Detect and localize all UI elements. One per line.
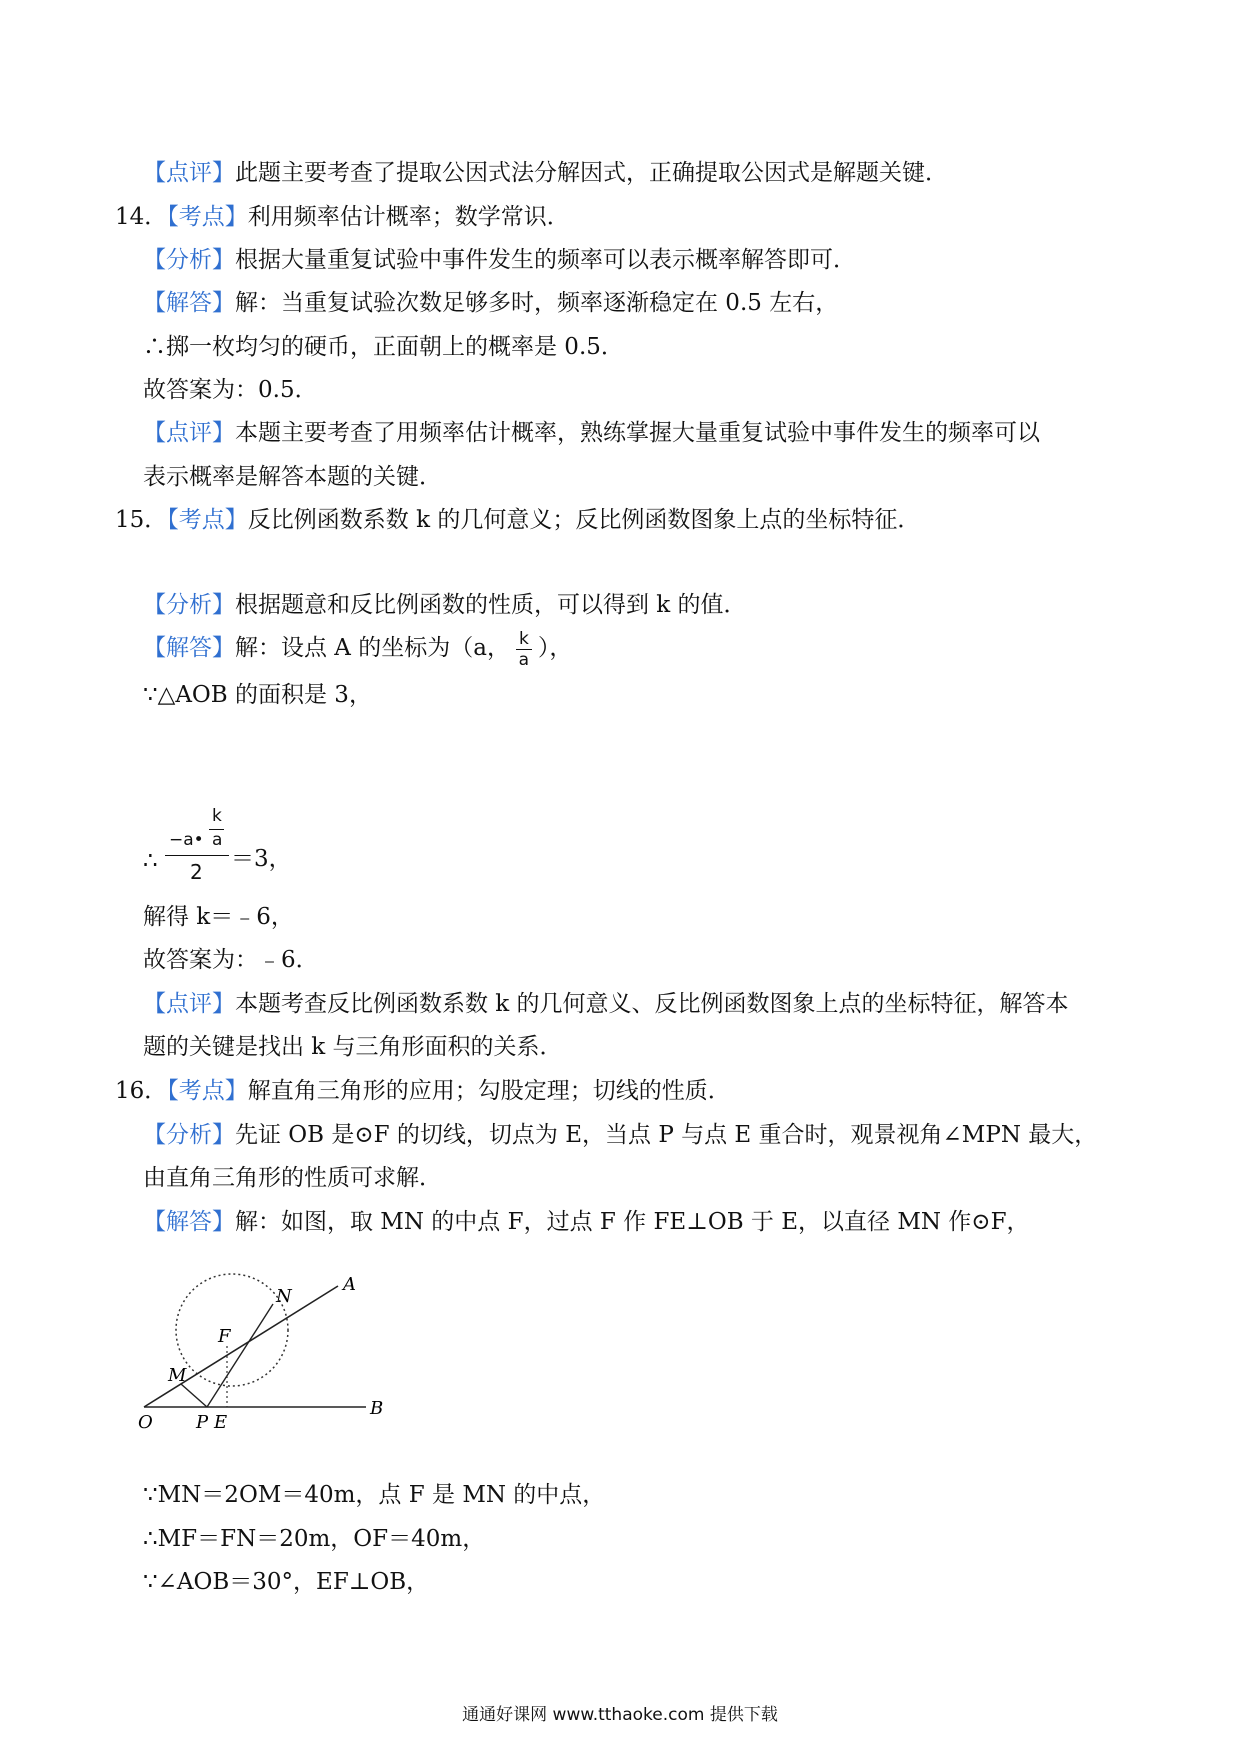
fraction-numerator: k (516, 629, 532, 650)
label-f: F (218, 1326, 231, 1347)
analysis-line-15 (143, 590, 1240, 620)
equals-three: ＝3， (231, 846, 292, 872)
analysis-tag: 【分析】 (143, 592, 235, 618)
kaodian-line-14 (115, 202, 1240, 232)
answer-line-16b (143, 1480, 1240, 1510)
answer-text: 故答案为：﹣6． (143, 947, 319, 973)
comment-text: 本题考查反比例函数系数 k 的几何意义、反比例函数图象上点的坐标特征，解答本 (235, 991, 1069, 1017)
question-number: 16． (115, 1078, 168, 1104)
main-denominator: 2 (190, 860, 203, 884)
answer-text: ∵MN＝2OM＝40m，点 F 是 MN 的中点， (143, 1482, 606, 1508)
segment-mp (181, 1384, 207, 1407)
segment-pn (207, 1304, 273, 1407)
area-equation (143, 806, 443, 890)
answer-tag: 【解答】 (143, 635, 235, 661)
comment-text: 表示概率是解答本题的关键． (143, 464, 442, 490)
answer-line-15 (143, 626, 1240, 670)
answer-text: 解得 k＝﹣6， (143, 904, 294, 930)
comment-text: 此题主要考查了提取公因式法分解因式，正确提取公因式是解题关键． (235, 160, 948, 186)
analysis-text: 先证 OB 是⊙F 的切线，切点为 E，当点 P 与点 E 重合时，观景视角∠MPN 最大， (235, 1122, 1098, 1148)
question-number: 14． (115, 204, 168, 230)
kaodian-text: 解直角三角形的应用；勾股定理；切线的性质． (247, 1078, 731, 1104)
answer-line-16 (143, 1207, 1240, 1237)
answer-tag: 【解答】 (143, 1209, 235, 1235)
analysis-tag: 【分析】 (143, 1122, 235, 1148)
label-n: N (276, 1286, 292, 1307)
answer-text: ∵∠AOB＝30°，EF⊥OB， (143, 1569, 430, 1595)
answer-line-14c (143, 375, 1240, 405)
label-p: P (196, 1412, 209, 1433)
therefore-symbol: ∴ (143, 848, 158, 874)
kaodian-text: 反比例函数系数 k 的几何意义；反比例函数图象上点的坐标特征． (247, 507, 921, 533)
comment-line-14b (143, 462, 1240, 492)
answer-line-14b (143, 332, 1240, 362)
answer-text: 解：如图，取 MN 的中点 F，过点 F 作 FE⊥OB 于 E，以直径 MN 作⊙F， (235, 1209, 1030, 1235)
comment-line-15b (143, 1032, 1240, 1062)
answer-text: 解：设点 A 的坐标为（a， (235, 635, 510, 661)
answer-text: 解：当重复试验次数足够多时，频率逐渐稳定在 0.5 左右， (235, 290, 839, 316)
answer-text: ∴MF＝FN＝20m，OF＝40m， (143, 1526, 486, 1552)
answer-text-tail: ）， (537, 635, 573, 661)
label-o: O (138, 1412, 153, 1433)
comment-tag: 【点评】 (143, 991, 235, 1017)
label-e: E (214, 1412, 228, 1433)
label-m: M (168, 1365, 187, 1386)
answer-line-15b (143, 680, 1240, 710)
analysis-line-16 (143, 1120, 1240, 1150)
comment-line-13 (143, 158, 1240, 188)
analysis-line-14 (143, 245, 1240, 275)
answer-line-14 (143, 288, 1240, 318)
analysis-line-16b (143, 1163, 1240, 1193)
comment-line-14 (143, 418, 1240, 448)
answer-text: ∵△AOB 的面积是 3， (143, 682, 372, 708)
analysis-tag: 【分析】 (143, 247, 235, 273)
question-number: 15． (115, 507, 168, 533)
inner-numerator: k (212, 806, 222, 826)
fraction-denominator: a (518, 649, 530, 670)
answer-line-15d (143, 902, 1240, 932)
fraction-k-over-a (516, 629, 532, 670)
analysis-text: 由直角三角形的性质可求解． (143, 1165, 442, 1191)
comment-tag: 【点评】 (143, 160, 235, 186)
answer-text: ∴掷一枚均匀的硬币，正面朝上的概率是 0.5． (143, 334, 624, 360)
kaodian-line-15 (115, 505, 1240, 535)
inner-left: −a• (169, 830, 204, 850)
label-a: A (343, 1274, 356, 1295)
comment-tag: 【点评】 (143, 420, 235, 446)
kaodian-tag: 【考点】 (167, 507, 248, 533)
analysis-text: 根据大量重复试验中事件发生的频率可以表示概率解答即可． (235, 247, 856, 273)
kaodian-tag: 【考点】 (167, 1078, 248, 1104)
answer-text: 故答案为：0.5． (143, 377, 318, 403)
comment-line-15 (143, 989, 1240, 1019)
ray-oa (144, 1286, 338, 1407)
kaodian-text: 利用频率估计概率；数学常识． (247, 204, 570, 230)
inner-denominator: a (212, 830, 223, 850)
kaodian-line-16 (115, 1076, 1240, 1106)
answer-line-16c (143, 1524, 1240, 1554)
geometry-figure (138, 1262, 418, 1433)
analysis-text: 根据题意和反比例函数的性质，可以得到 k 的值． (235, 592, 747, 618)
comment-text: 题的关键是找出 k 与三角形面积的关系． (143, 1034, 563, 1060)
page-footer: 通通好课网 www.tthaoke.com 提供下载 (462, 1705, 778, 1725)
kaodian-tag: 【考点】 (167, 204, 248, 230)
answer-tag: 【解答】 (143, 290, 235, 316)
answer-line-16d (143, 1567, 1240, 1597)
comment-text: 本题主要考查了用频率估计概率，熟练掌握大量重复试验中事件发生的频率可以 (235, 420, 1040, 446)
answer-line-15e (143, 945, 1240, 975)
main-fraction-bar (165, 855, 229, 856)
label-b: B (370, 1398, 384, 1419)
